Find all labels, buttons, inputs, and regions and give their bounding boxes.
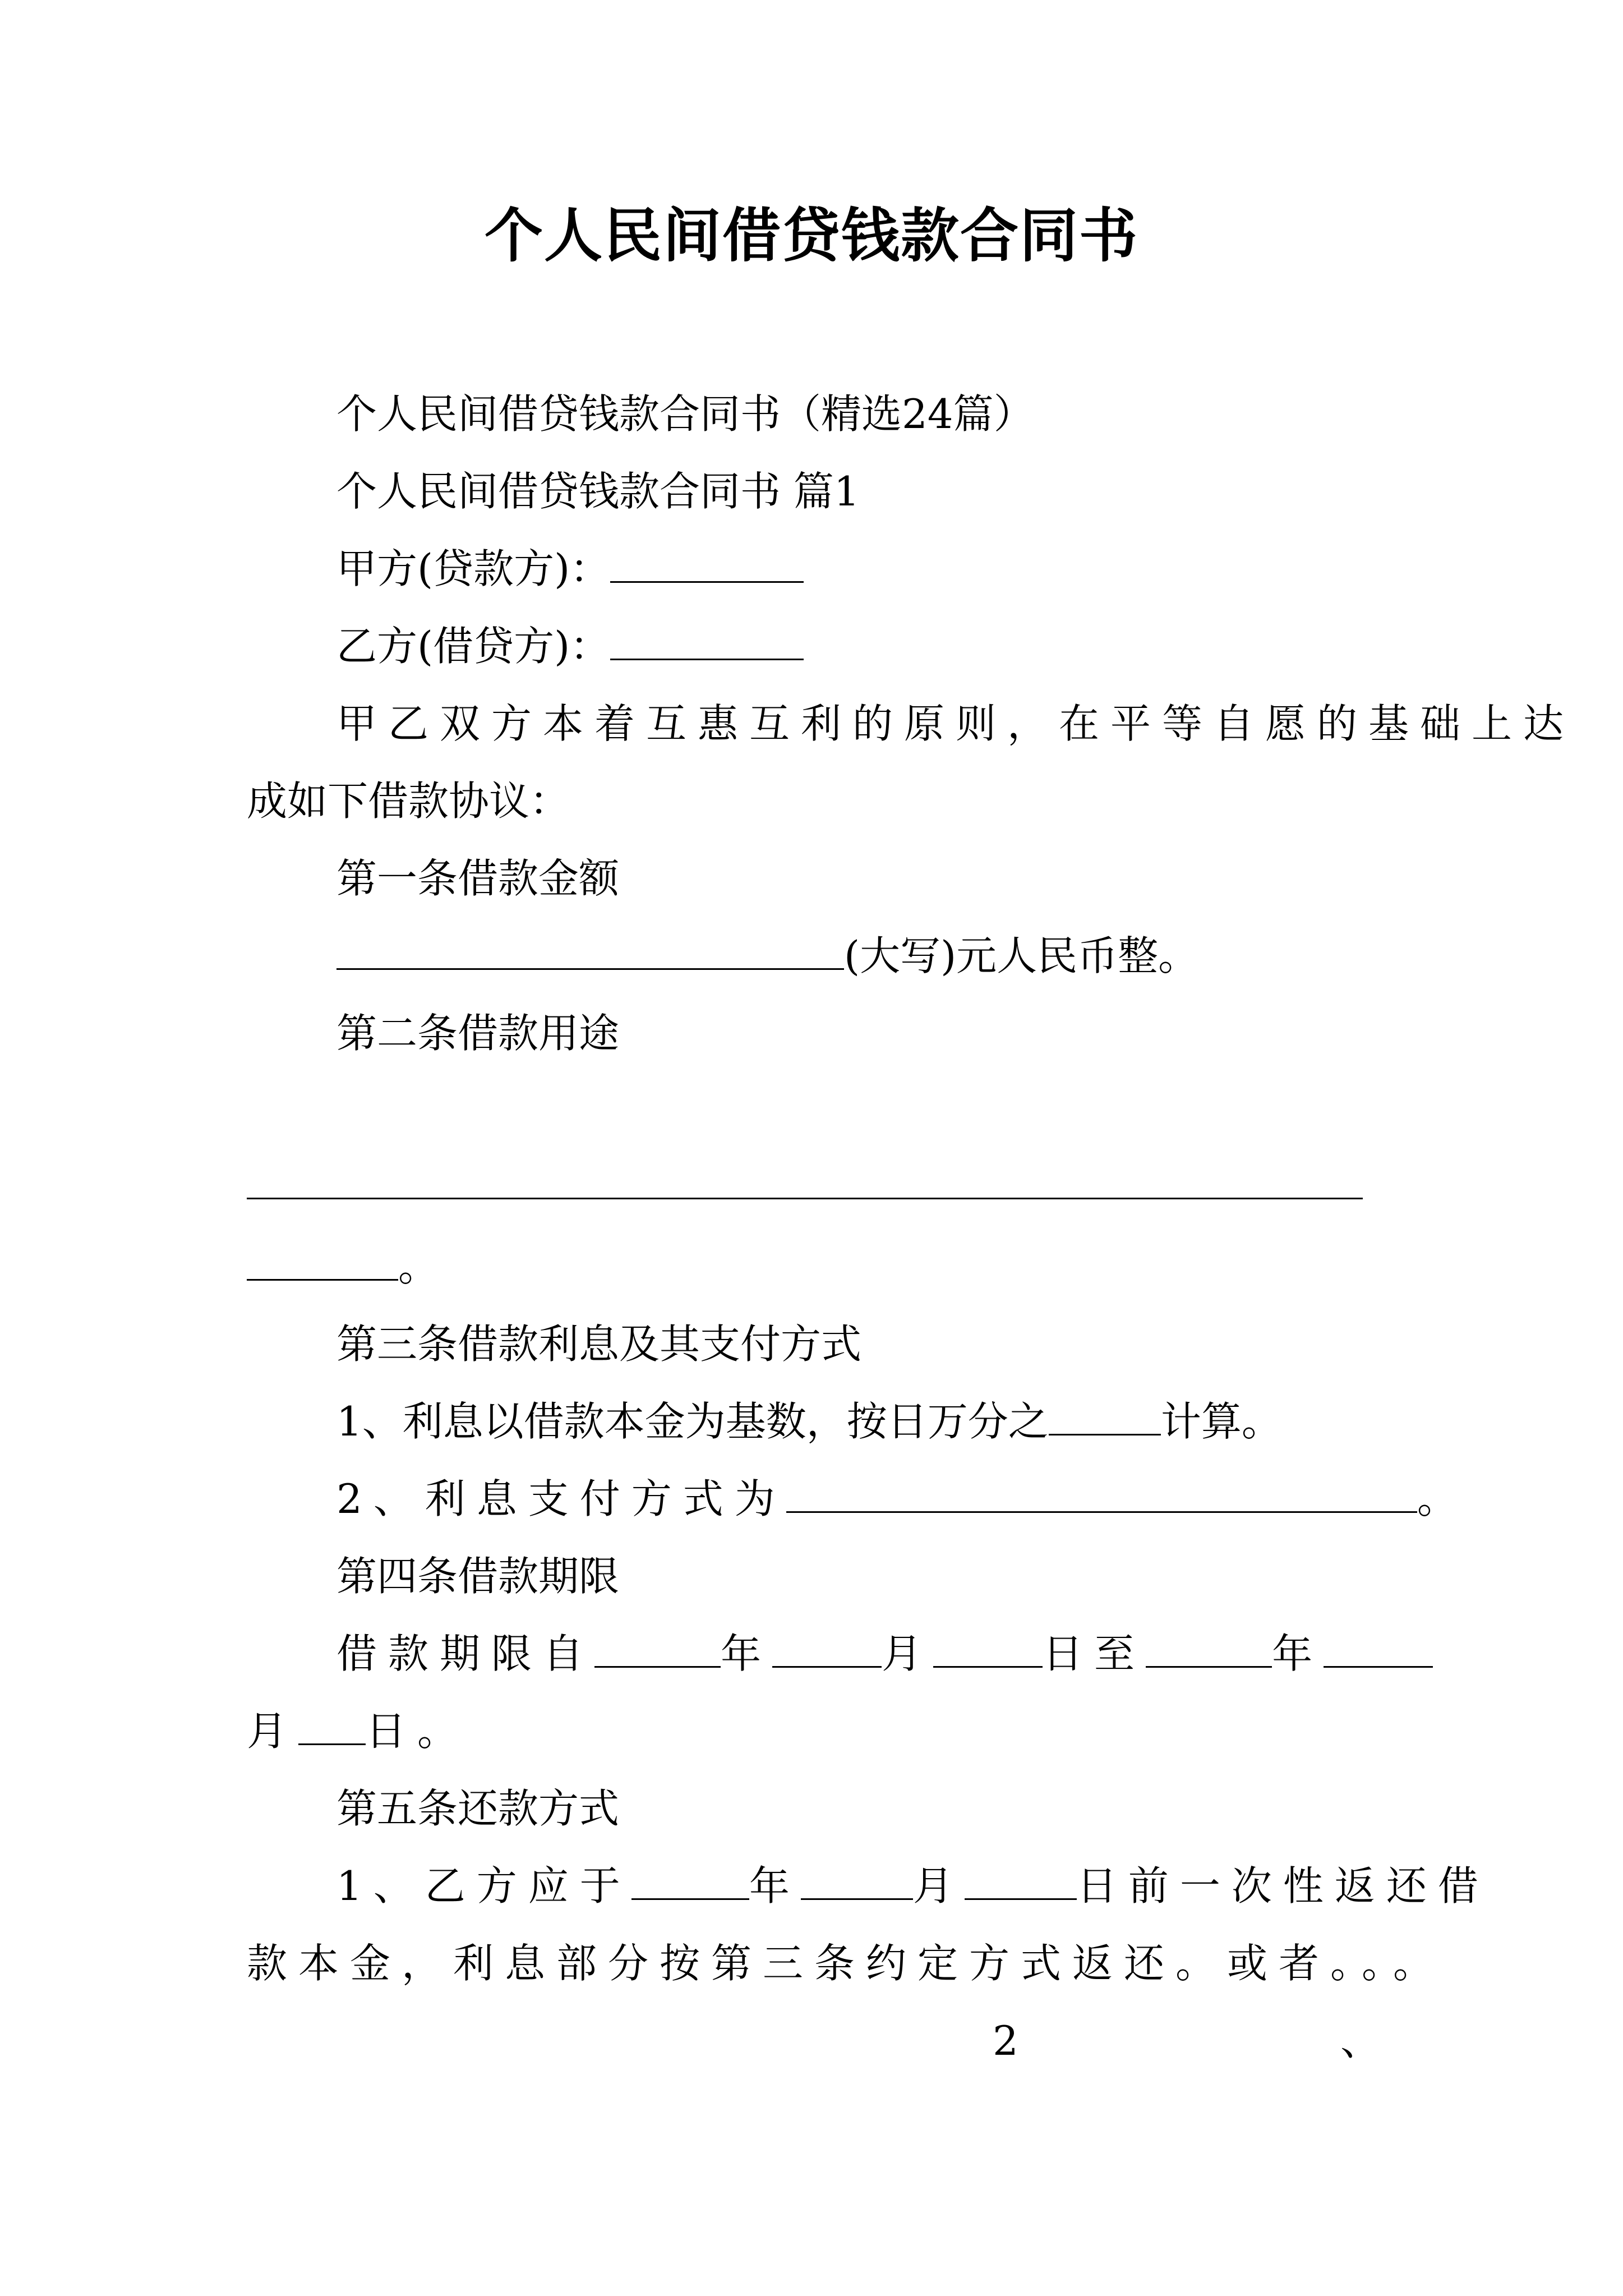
party-b-line bbox=[336, 619, 804, 673]
payment-method-prefix: 2、利息支付方式为 bbox=[336, 1475, 786, 1522]
repay-year-label: 年 bbox=[749, 1862, 801, 1910]
payment-method-suffix: 。 bbox=[1417, 1475, 1469, 1522]
party-a-label: 甲方(贷款方)： bbox=[336, 545, 611, 592]
end-year-label: 年 bbox=[1272, 1630, 1324, 1677]
amount-blank bbox=[336, 929, 844, 970]
repay-day-rest: 日前一次性返还借 bbox=[1076, 1862, 1490, 1910]
party-b-blank bbox=[610, 619, 804, 660]
article-2-heading: 第二条借款用途 bbox=[336, 1010, 620, 1057]
interest-rate-suffix: 计算。 bbox=[1160, 1398, 1282, 1445]
term-start-label: 借款期限自 bbox=[336, 1630, 595, 1677]
document-title: 个人民间借贷钱款合同书 bbox=[484, 201, 1138, 270]
party-a-blank bbox=[610, 542, 804, 583]
intro-line-1: 甲乙双方本着互惠互利的原则，在平等自愿的基础上达 bbox=[336, 700, 1575, 747]
repay-year-blank bbox=[631, 1859, 749, 1900]
article-4-term-line-2 bbox=[247, 1704, 469, 1758]
intro-line-2: 成如下借款协议： bbox=[247, 777, 570, 825]
start-year-blank bbox=[594, 1627, 721, 1668]
article-5-item-1-line-1 bbox=[336, 1859, 1490, 1913]
repay-month-label: 月 bbox=[912, 1862, 965, 1910]
party-b-label: 乙方(借贷方)： bbox=[336, 623, 611, 670]
purpose-end-mark: 。 bbox=[398, 1243, 439, 1290]
start-month-label: 月 bbox=[882, 1630, 934, 1677]
end-month-label: 月 bbox=[247, 1708, 299, 1755]
repay-month-blank bbox=[801, 1859, 913, 1900]
end-month-blank bbox=[1324, 1627, 1433, 1668]
end-day-label: 日。 bbox=[366, 1708, 469, 1755]
start-day-blank bbox=[933, 1627, 1043, 1668]
article-1-amount-line bbox=[336, 929, 1198, 983]
amount-suffix: (大写)元人民币整。 bbox=[844, 932, 1199, 979]
day-to-label: 日至 bbox=[1043, 1630, 1146, 1677]
article-5-heading: 第五条还款方式 bbox=[336, 1785, 620, 1832]
article-1-heading: 第一条借款金额 bbox=[336, 855, 620, 902]
purpose-end-line bbox=[247, 1240, 439, 1294]
article-3-item-1 bbox=[336, 1395, 1282, 1448]
party-a-line bbox=[336, 542, 804, 596]
interest-rate-prefix: 1、利息以借款本金为基数，按日万分之 bbox=[336, 1398, 1049, 1445]
repay-prefix: 1、乙方应于 bbox=[336, 1862, 631, 1910]
repay-day-blank bbox=[965, 1859, 1077, 1900]
article-4-term-line-1 bbox=[336, 1627, 1433, 1681]
purpose-blank-line bbox=[247, 1198, 1363, 1199]
item-2-mark: 、 bbox=[1340, 2017, 1381, 2064]
payment-method-blank bbox=[786, 1472, 1417, 1513]
article-3-item-2 bbox=[336, 1472, 1469, 1526]
purpose-end-blank bbox=[247, 1240, 398, 1281]
end-day-blank bbox=[298, 1704, 366, 1745]
item-2-number: 2 bbox=[993, 2017, 1018, 2064]
article-5-item-1-line-2: 款本金，利息部分按第三条约定方式返还。或者。。。 bbox=[247, 1940, 1445, 1987]
article-3-heading: 第三条借款利息及其支付方式 bbox=[336, 1320, 862, 1368]
interest-rate-blank bbox=[1049, 1395, 1161, 1435]
start-month-blank bbox=[772, 1627, 882, 1668]
section-heading: 个人民间借贷钱款合同书 篇1 bbox=[336, 468, 860, 515]
article-4-heading: 第四条借款期限 bbox=[336, 1553, 620, 1600]
end-year-blank bbox=[1146, 1627, 1272, 1668]
document-subtitle: 个人民间借贷钱款合同书（精选24篇） bbox=[336, 390, 1034, 438]
start-year-label: 年 bbox=[721, 1630, 773, 1677]
